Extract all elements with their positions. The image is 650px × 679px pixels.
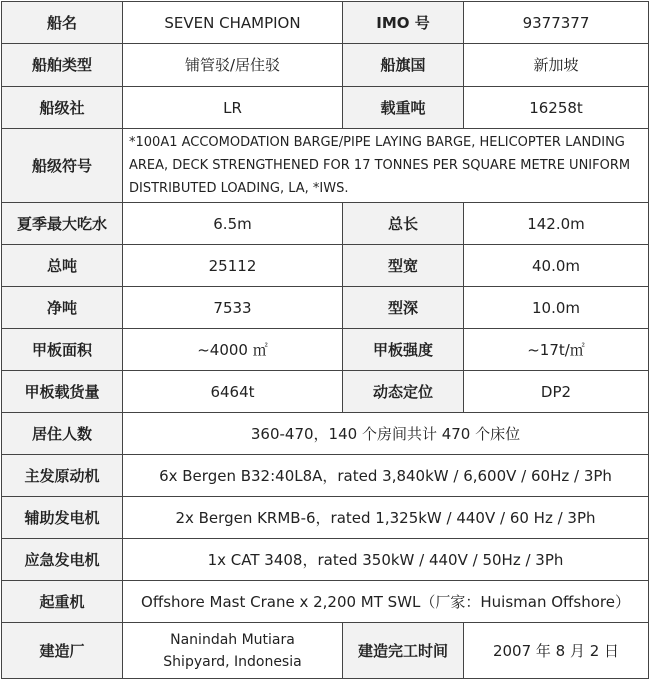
row-net-tonnage bbox=[2, 287, 649, 329]
row-ship-type bbox=[2, 44, 649, 87]
value-builder bbox=[123, 623, 343, 679]
value-flag: 新加坡 bbox=[464, 44, 649, 87]
value-class-society: LR bbox=[123, 87, 343, 129]
label-emergency-generator: 应急发电机 bbox=[2, 539, 123, 581]
row-crane bbox=[2, 581, 649, 623]
row-builder bbox=[2, 623, 649, 679]
label-deck-strength: 甲板强度 bbox=[343, 329, 464, 371]
row-ship-name bbox=[2, 2, 649, 44]
label-builder: 建造厂 bbox=[2, 623, 123, 679]
value-net-tonnage: 7533 bbox=[123, 287, 343, 329]
builder-line-2: Shipyard, Indonesia bbox=[163, 653, 302, 670]
label-class-notation: 船级符号 bbox=[2, 129, 123, 203]
value-emergency-generator: 1x CAT 3408，rated 350kW / 440V / 50Hz / 3Ph bbox=[123, 539, 649, 581]
value-depth: 10.0m bbox=[464, 287, 649, 329]
value-length-overall: 142.0m bbox=[464, 203, 649, 245]
value-crane: Offshore Mast Crane x 2,200 MT SWL（厂家：Huisman Offshore） bbox=[123, 581, 649, 623]
label-main-engines: 主发原动机 bbox=[2, 455, 123, 497]
label-deck-cargo: 甲板载货量 bbox=[2, 371, 123, 413]
label-deadweight: 载重吨 bbox=[343, 87, 464, 129]
row-deck-area bbox=[2, 329, 649, 371]
value-deck-strength: ~17t/㎡ bbox=[464, 329, 649, 371]
row-aux-generators bbox=[2, 497, 649, 539]
builder-line-1: Nanindah Mutiara bbox=[170, 631, 295, 648]
row-class-society bbox=[2, 87, 649, 129]
row-draft bbox=[2, 203, 649, 245]
value-deck-area: ~4000 ㎡ bbox=[123, 329, 343, 371]
row-emergency-generator bbox=[2, 539, 649, 581]
value-class-notation: *100A1 ACCOMODATION BARGE/PIPE LAYING BARGE, HELICOPTER LANDING AREA, DECK STRENGTHENED FOR 17 TONNES PER SQUARE METRE UNIFORM DISTRIBUTED LOADING, LA, *IWS. bbox=[123, 129, 649, 203]
label-length-overall: 总长 bbox=[343, 203, 464, 245]
row-main-engines bbox=[2, 455, 649, 497]
value-aux-generators: 2x Bergen KRMB-6，rated 1,325kW / 440V / 60 Hz / 3Ph bbox=[123, 497, 649, 539]
value-deadweight: 16258t bbox=[464, 87, 649, 129]
value-deck-cargo: 6464t bbox=[123, 371, 343, 413]
row-gross-tonnage bbox=[2, 245, 649, 287]
row-class-notation bbox=[2, 129, 649, 203]
label-summer-draft: 夏季最大吃水 bbox=[2, 203, 123, 245]
value-breadth: 40.0m bbox=[464, 245, 649, 287]
value-main-engines: 6x Bergen B32:40L8A，rated 3,840kW / 6,600V / 60Hz / 3Ph bbox=[123, 455, 649, 497]
label-ship-type: 船舶类型 bbox=[2, 44, 123, 87]
value-accommodation: 360-470，140 个房间共计 470 个床位 bbox=[123, 413, 649, 455]
value-completion-date: 2007 年 8 月 2 日 bbox=[464, 623, 649, 679]
label-imo: IMO 号 bbox=[343, 2, 464, 44]
label-completion-date: 建造完工时间 bbox=[343, 623, 464, 679]
value-ship-name: SEVEN CHAMPION bbox=[123, 2, 343, 44]
value-summer-draft: 6.5m bbox=[123, 203, 343, 245]
label-ship-name: 船名 bbox=[2, 2, 123, 44]
value-dynamic-positioning: DP2 bbox=[464, 371, 649, 413]
label-net-tonnage: 净吨 bbox=[2, 287, 123, 329]
value-ship-type: 铺管驳/居住驳 bbox=[123, 44, 343, 87]
label-dynamic-positioning: 动态定位 bbox=[343, 371, 464, 413]
label-flag: 船旗国 bbox=[343, 44, 464, 87]
label-depth: 型深 bbox=[343, 287, 464, 329]
row-deck-cargo bbox=[2, 371, 649, 413]
label-crane: 起重机 bbox=[2, 581, 123, 623]
label-breadth: 型宽 bbox=[343, 245, 464, 287]
vessel-spec-table bbox=[1, 1, 649, 679]
label-aux-generators: 辅助发电机 bbox=[2, 497, 123, 539]
row-accommodation bbox=[2, 413, 649, 455]
label-deck-area: 甲板面积 bbox=[2, 329, 123, 371]
label-accommodation: 居住人数 bbox=[2, 413, 123, 455]
label-class-society: 船级社 bbox=[2, 87, 123, 129]
value-imo: 9377377 bbox=[464, 2, 649, 44]
label-gross-tonnage: 总吨 bbox=[2, 245, 123, 287]
value-gross-tonnage: 25112 bbox=[123, 245, 343, 287]
